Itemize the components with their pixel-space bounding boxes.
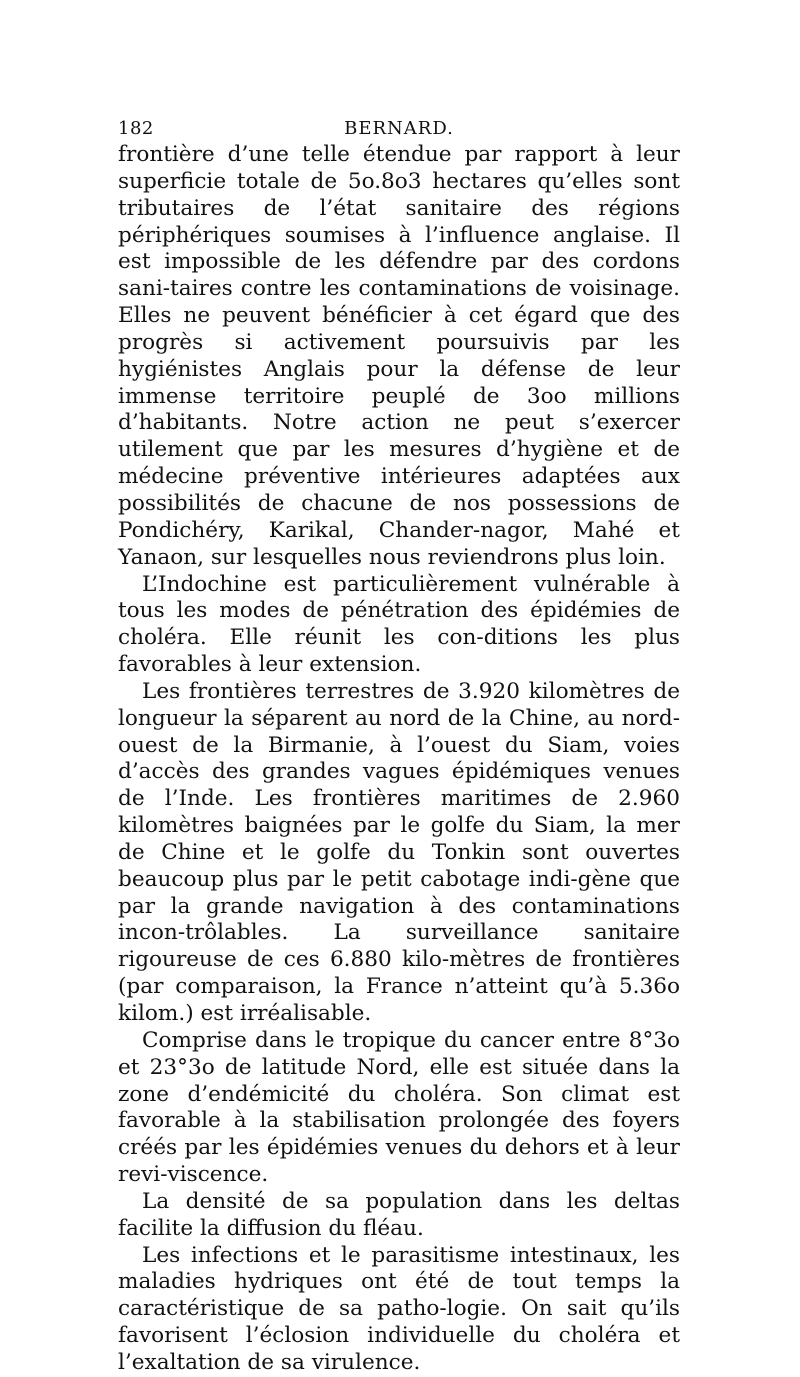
running-head bbox=[118, 112, 680, 142]
book-page bbox=[118, 112, 680, 1377]
paragraph-continuation: frontière d’une telle étendue par rapport à leur superficie totale de 5o.8o3 hectares qu’elles sont tributaires de l’état sanitaire des régions périphériques soumises à l’influence anglaise. Il est impossible de les défendre par des cordons sani-taires contre les contaminations de voisinage. Elles ne peuvent bénéficier à cet égard que des progrès si activement poursuivis par les hygiénistes Anglais pour la défense de leur immense territoire peuplé de 3oo millions d’habitants. Notre action ne peut s’exercer utilement que par les mesures d’hygiène et de médecine préventive intérieures adaptées aux possibilités de chacune de nos possessions de Pondichéry, Karikal, Chander-nagor, Mahé et Yanaon, sur lesquelles nous reviendrons plus loin. bbox=[118, 142, 680, 570]
paragraph-intestinal-infections: Les infections et le parasitisme intestinaux, les maladies hydriques ont été de tout temps la caractéristique de sa patho-logie. On sait qu’ils favorisent l’éclosion individuelle du choléra et l’exaltation de sa virulence. bbox=[118, 1242, 680, 1375]
paragraph-indochine-vulnerability: L’Indochine est particulièrement vulnérable à tous les modes de pénétration des épidémies de choléra. Elle réunit les con-ditions les plus favorables à leur extension. bbox=[118, 571, 680, 678]
paragraph-land-sea-borders: Les frontières terrestres de 3.920 kilomètres de longueur la séparent au nord de la Chine, au nord-ouest de la Birmanie, à l’ouest du Siam, voies d’accès des grandes vagues épidémiques venues de l’Inde. Les frontières maritimes de 2.960 kilomètres baignées par le golfe du Siam, la mer de Chine et le golfe du Tonkin sont ouvertes beaucoup plus par le petit cabotage indi-gène que par la grande navigation à des contaminations incon-trôlables. La surveillance sanitaire rigoureuse de ces 6.880 kilo-mètres de frontières (par comparaison, la France n’atteint qu’à 5.36o kilom.) est irréalisable. bbox=[118, 678, 680, 1026]
paragraph-population-density: La densité de sa population dans les deltas facilite la diffusion du fléau. bbox=[118, 1188, 680, 1241]
page-number: 182 bbox=[118, 118, 154, 139]
body-text bbox=[118, 142, 680, 1377]
running-title: BERNARD. bbox=[344, 118, 454, 139]
paragraph-latitude-climate: Comprise dans le tropique du cancer entre 8°3o et 23°3o de latitude Nord, elle est située dans la zone d’endémicité du choléra. Son climat est favorable à la stabilisation prolongée des foyers créés par les épidémies venues du dehors et à leur revi-viscence. bbox=[118, 1027, 680, 1188]
